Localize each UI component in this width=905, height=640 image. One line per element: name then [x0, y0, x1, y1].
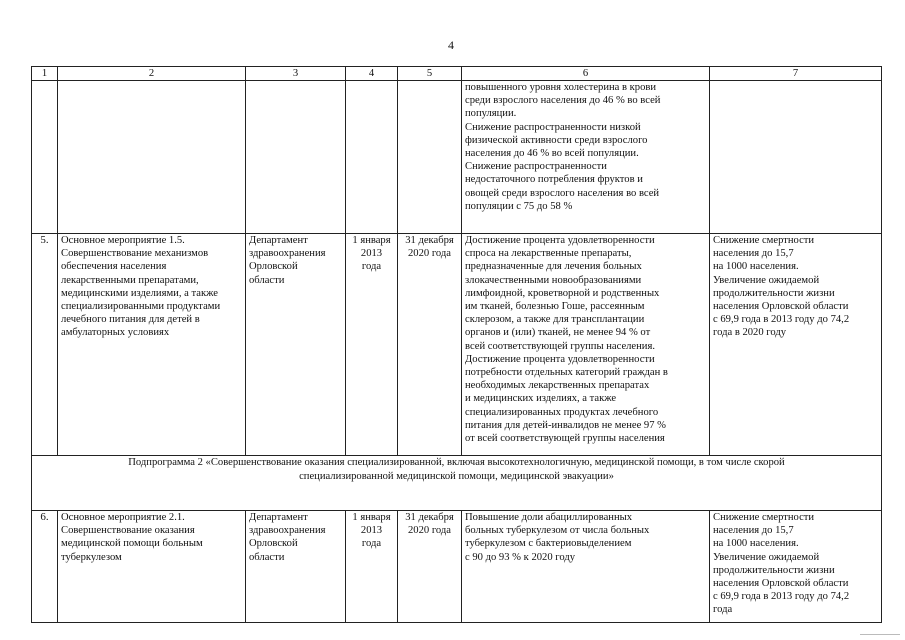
text-line: Снижение распространенности низкой — [465, 121, 641, 133]
text-line: медицинской помощи больным — [61, 538, 203, 550]
text-line: 1 января — [352, 512, 391, 523]
text-line: овощей среди взрослого населения во всей — [465, 187, 660, 199]
text-line: специализированной медицинской помощи, медицинской эвакуации» — [299, 471, 614, 482]
text-line: амбулаторных условиях — [61, 327, 170, 339]
text-line: продолжительности жизни — [713, 564, 835, 576]
text-line: населения Орловской области — [713, 578, 849, 590]
text-line: повышенного уровня холестерина в крови — [465, 82, 657, 93]
text-line: года в 2020 году — [713, 327, 787, 339]
indicator-cell — [710, 234, 882, 456]
text-line: населения до 15,7 — [713, 525, 794, 537]
text-line: спроса на лекарственные препараты, — [465, 248, 632, 260]
text-line: области — [249, 274, 285, 286]
text-line: продолжительности жизни — [713, 287, 835, 299]
text-line: от всей соответствующей группы населения — [465, 433, 665, 445]
header-cell: 4 — [346, 67, 398, 81]
text-line: потребности отдельных категорий граждан в — [465, 367, 668, 379]
text-line: среди взрослого населения до 46 % во всей — [465, 95, 661, 107]
table-row-6 — [32, 511, 882, 623]
text-line: 31 декабря — [405, 235, 454, 246]
text-line: злокачественными новообразованиями — [465, 274, 642, 286]
text-line: туберкулезом — [61, 551, 122, 563]
text-line: органов и (или) тканей, не менее 94 % от — [465, 327, 651, 339]
text-line: Достижение процента удовлетворенности — [465, 235, 655, 246]
start-date-cell — [346, 234, 398, 456]
text-line: Орловской — [249, 261, 298, 273]
text-line: здравоохранения — [249, 525, 326, 537]
expected-result-cell — [462, 234, 710, 456]
header-cell: 6 — [462, 67, 710, 81]
text-line: Совершенствование механизмов — [61, 248, 209, 260]
table-row-5 — [32, 234, 882, 456]
header-cell: 2 — [58, 67, 246, 81]
row-number: 5. — [32, 234, 58, 456]
scan-artifact-line — [860, 634, 900, 635]
text-line: лимфоидной, кроветворной и родственных — [465, 287, 660, 299]
text-line: здравоохранения — [249, 248, 326, 260]
text-line: 2020 года — [407, 525, 451, 537]
text-line: Департамент — [249, 235, 308, 246]
end-date-cell — [398, 511, 462, 623]
text-line: популяции. — [465, 108, 517, 120]
text-line: Совершенствование оказания — [61, 525, 195, 537]
text-line: с 69,9 года в 2013 году до 74,2 — [713, 591, 850, 603]
text-line: 1 января — [352, 235, 391, 246]
text-line: на 1000 населения. — [713, 538, 799, 550]
text-line: специализированными продуктами — [61, 301, 221, 313]
executor-cell — [246, 234, 346, 456]
text-line: питания для детей-инвалидов не менее 97 % — [465, 419, 666, 431]
text-line: населения Орловской области — [713, 301, 849, 313]
text-line: всей соответствующей группы населения. — [465, 340, 655, 352]
text-line: 2013 — [360, 525, 383, 537]
text-line: населения до 15,7 — [713, 248, 794, 260]
text-line: Основное мероприятие 1.5. — [61, 235, 185, 246]
continuation-row — [32, 81, 882, 234]
text-line: Снижение смертности — [713, 235, 815, 246]
text-line: туберкулезом с бактериовыделением — [465, 538, 632, 550]
text-line: недостаточного потребления фруктов и — [465, 174, 643, 186]
text-line: Департамент — [249, 512, 308, 523]
end-date-cell — [398, 234, 462, 456]
text-line: области — [249, 551, 285, 563]
text-line: года — [361, 261, 382, 273]
text-line: физической активности среди взрослого — [465, 134, 648, 146]
start-date-cell — [346, 511, 398, 623]
header-cell: 3 — [246, 67, 346, 81]
text-line: с 69,9 года в 2013 году до 74,2 — [713, 314, 850, 326]
text-line: лекарственными препаратами, — [61, 274, 199, 286]
expected-result-cell — [462, 511, 710, 623]
header-cell: 1 — [32, 67, 58, 81]
text-line: 31 декабря — [405, 512, 454, 523]
text-line: специализированных продуктах лечебного — [465, 406, 659, 418]
text-line: и медицинских изделиях, а также — [465, 393, 617, 405]
text-line: Подпрограмма 2 «Совершенствование оказания специализированной, включая высокотехнологичную, медицинской помощи, в том числе скорой — [128, 457, 785, 468]
text-line: необходимых лекарственных препаратах — [465, 380, 650, 392]
text-line: Увеличение ожидаемой — [713, 274, 820, 286]
subprogram-title — [32, 456, 882, 511]
text-line: склерозом, а также для трансплантации — [465, 314, 645, 326]
text-line: на 1000 населения. — [713, 261, 799, 273]
header-cell: 7 — [710, 67, 882, 81]
column-number-header-row — [32, 67, 882, 81]
text-line: населения до 46 % во всей популяции. — [465, 148, 639, 160]
text-line: больных туберкулезом от числа больных — [465, 525, 650, 537]
text-line: Снижение распространенности — [465, 161, 607, 173]
subprogram-row — [32, 456, 882, 511]
text-line: Орловской — [249, 538, 298, 550]
activity-cell — [58, 234, 246, 456]
executor-cell — [246, 511, 346, 623]
text-line: Основное мероприятие 2.1. — [61, 512, 185, 523]
text-line: Увеличение ожидаемой — [713, 551, 820, 563]
row-number: 6. — [32, 511, 58, 623]
text-line: 2020 года — [407, 248, 451, 260]
text-line: 2013 — [360, 248, 383, 260]
indicator-cell — [710, 511, 882, 623]
activity-cell — [58, 511, 246, 623]
text-line: обеспечения населения — [61, 261, 167, 273]
text-line: медицинскими изделиями, а также — [61, 287, 218, 299]
text-line: предназначенные для лечения больных — [465, 261, 642, 273]
text-line: Снижение смертности — [713, 512, 815, 523]
text-line: лечебного питания для детей в — [61, 314, 200, 326]
continuation-indicators-cell — [462, 81, 710, 234]
text-line: года — [361, 538, 382, 550]
program-activities-table — [31, 66, 882, 623]
text-line: Достижение процента удовлетворенности — [465, 353, 655, 365]
text-line: им тканей, болезнью Гоше, рассеянным — [465, 301, 645, 313]
text-line: популяции с 75 до 58 % — [465, 200, 573, 212]
page-number: 4 — [448, 38, 454, 52]
text-line: Повышение доли абациллированных — [465, 512, 633, 523]
header-cell: 5 — [398, 67, 462, 81]
text-line: с 90 до 93 % к 2020 году — [465, 551, 576, 563]
text-line: года — [713, 604, 733, 616]
